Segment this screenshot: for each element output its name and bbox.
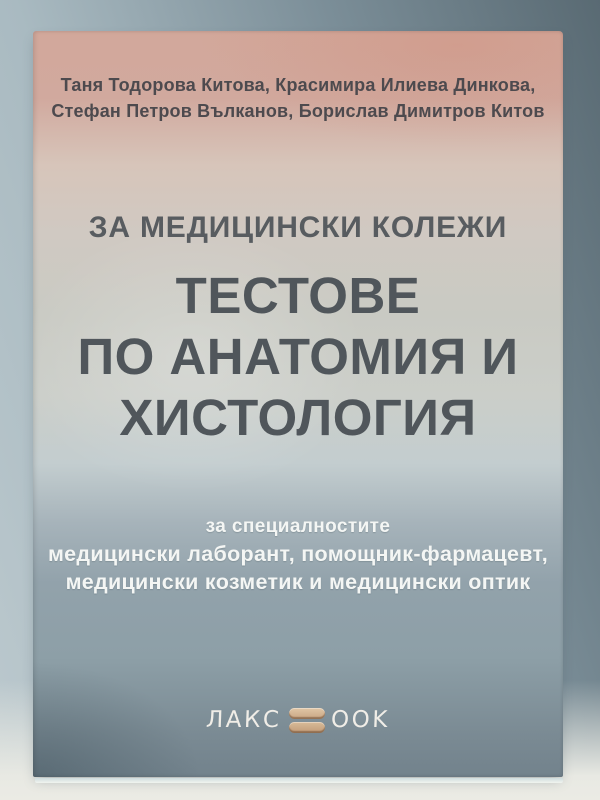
- authors-block: [33, 72, 563, 124]
- subtitle-block: [33, 513, 563, 596]
- page-edge: [35, 778, 563, 783]
- authors-line-2: Стефан Петров Вълканов, Борислав Димитров Китов: [51, 101, 545, 121]
- book-spine-top: [289, 708, 325, 719]
- publisher-suffix-text: OOK: [330, 707, 391, 733]
- authors-line-1: Таня Тодорова Китова, Красимира Илиева Динкова,: [60, 75, 536, 95]
- book-cover: [33, 31, 563, 777]
- book-title: [33, 265, 563, 448]
- book-spine-bottom: [289, 722, 325, 733]
- subtitle-line-2: медицински лаборант, помощник-фармацевт,: [47, 542, 549, 566]
- title-line-1: ТЕСТОВЕ: [175, 267, 421, 324]
- title-line-3: ХИСТОЛОГИЯ: [119, 389, 477, 446]
- tagline-text: ЗА МЕДИЦИНСКИ КОЛЕЖИ: [88, 211, 508, 244]
- publisher-logo: [33, 705, 563, 735]
- book-stack-icon: [289, 705, 325, 735]
- title-line-2: ПО АНАТОМИЯ И: [77, 328, 519, 385]
- subtitle-line-3: медицински козметик и медицински оптик: [65, 570, 531, 594]
- subtitle-line-1: за специалностите: [205, 516, 391, 537]
- publisher-prefix-text: ЛАКС: [205, 707, 282, 733]
